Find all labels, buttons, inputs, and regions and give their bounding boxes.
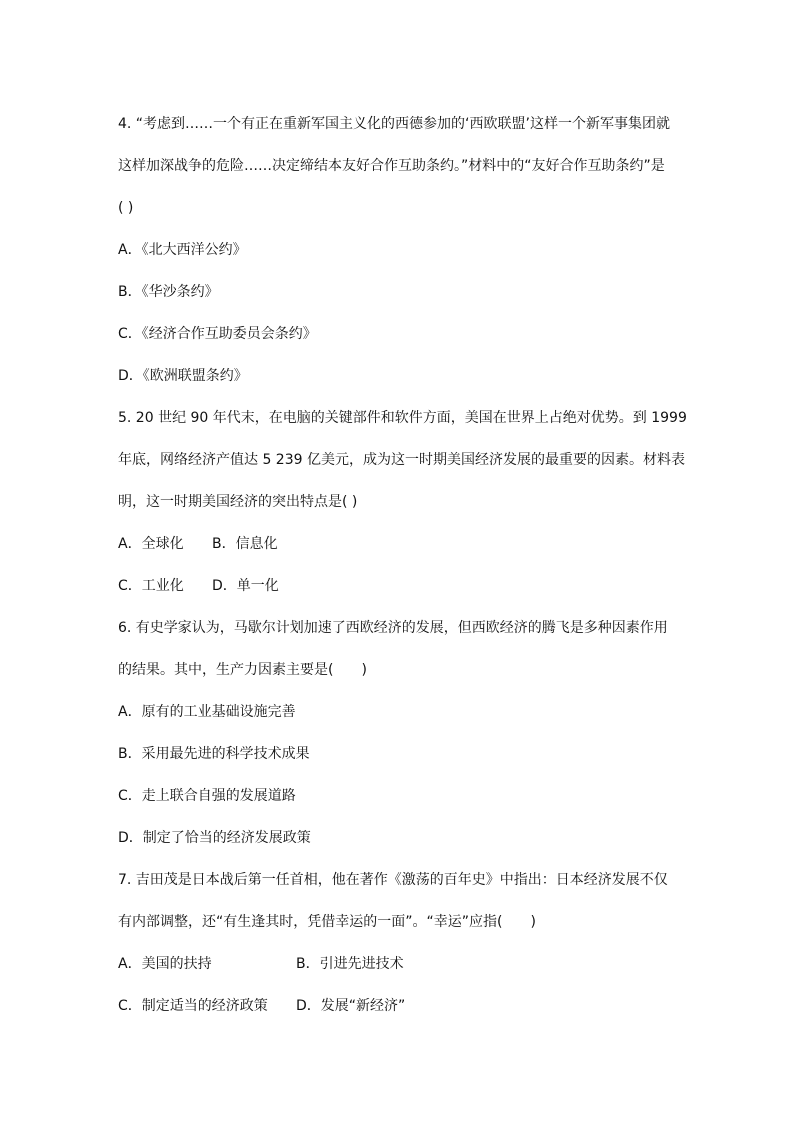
question-5-stem-line-1: 5. 20 世纪 90 年代末，在电脑的关键部件和软件方面，美国在世界上占绝对优势。到 1999 <box>118 410 687 426</box>
question-6-option-b: B．采用最先进的科学技术成果 <box>118 746 310 762</box>
question-5-option-a: A．全球化 <box>118 536 184 552</box>
question-5-options-row-1 <box>118 523 678 565</box>
question-4-stem-line-1: 4. “考虑到……一个有正在重新军国主义化的西德参加的‘西欧联盟’这样一个新军事集团就 <box>118 116 670 132</box>
question-5 <box>118 397 687 607</box>
question-4-option-d: D．《欧洲联盟条约》 <box>118 368 248 384</box>
question-6 <box>118 607 678 859</box>
question-4-stem-line-2: 这样加深战争的危险……决定缔结本友好合作互助条约。”材料中的“友好合作互助条约”是 <box>118 158 665 174</box>
question-7-option-a: A．美国的扶持 <box>118 956 212 972</box>
question-4-option-a: A．《北大西洋公约》 <box>118 242 247 258</box>
question-5-options-row-2 <box>118 565 678 607</box>
question-5-option-b: B．信息化 <box>212 536 278 552</box>
question-6-stem-line-1: 6. 有史学家认为，马歇尔计划加速了西欧经济的发展，但西欧经济的腾飞是多种因素作用 <box>118 620 668 636</box>
question-4-stem-line-3: ( ) <box>118 200 134 216</box>
question-list <box>118 103 687 1027</box>
question-5-stem-line-2: 年底，网络经济产值达 5 239 亿美元，成为这一时期美国经济发展的最重要的因素。材料表 <box>118 452 685 468</box>
question-6-option-d: D．制定了恰当的经济发展政策 <box>118 830 311 846</box>
question-7-options-row-2 <box>118 985 678 1027</box>
question-5-option-d: D．单一化 <box>212 578 279 594</box>
question-4 <box>118 103 678 397</box>
question-4-option-b: B．《华沙条约》 <box>118 284 219 300</box>
question-6-option-a: A．原有的工业基础设施完善 <box>118 704 296 720</box>
question-7-stem-line-1: 7. 吉田茂是日本战后第一任首相，他在著作《激荡的百年史》中指出：日本经济发展不仅 <box>118 872 668 888</box>
question-7-option-c: C．制定适当的经济政策 <box>118 998 268 1014</box>
question-5-option-c: C．工业化 <box>118 578 184 594</box>
question-4-option-c: C．《经济合作互助委员会条约》 <box>118 326 317 342</box>
question-7-option-b: B．引进先进技术 <box>296 956 404 972</box>
question-6-option-c: C．走上联合自强的发展道路 <box>118 788 296 804</box>
question-5-stem-line-3: 明，这一时期美国经济的突出特点是( ) <box>118 494 358 510</box>
question-7-option-d: D．发展“新经济” <box>296 998 406 1014</box>
question-6-stem-line-2: 的结果。其中，生产力因素主要是( ) <box>118 662 367 678</box>
question-7-options-row-1 <box>118 943 678 985</box>
question-7-stem-line-2: 有内部调整，还“有生逢其时，凭借幸运的一面”。“幸运”应指( ) <box>118 914 536 930</box>
question-7 <box>118 859 678 1027</box>
